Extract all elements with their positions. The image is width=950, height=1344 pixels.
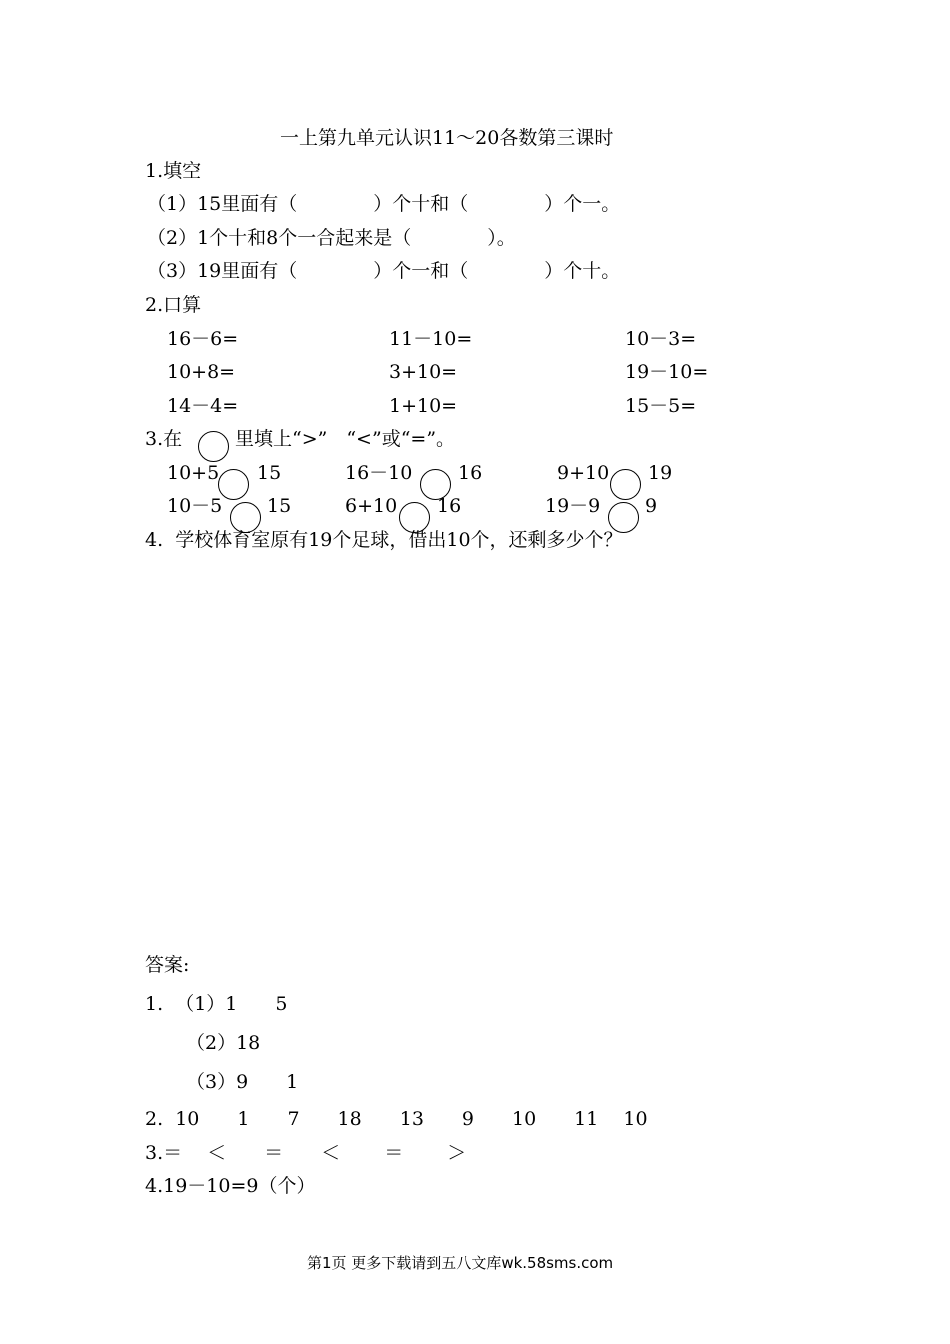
answer-4: 4.19－10=9（个） xyxy=(145,1175,316,1197)
answers-heading: 答案: xyxy=(145,954,190,976)
q2-cell-1-1: 16－6= xyxy=(167,328,239,350)
q3-r2-right-1: 15 xyxy=(267,495,292,517)
q3-r1-right-3: 19 xyxy=(648,462,673,484)
page-title: 一上第九单元认识11～20各数第三课时 xyxy=(280,127,614,149)
answer-1-line-2: （2）18 xyxy=(186,1032,261,1054)
compare-circle[interactable] xyxy=(218,469,249,500)
answer-2: 2. 10 1 7 18 13 9 10 11 10 xyxy=(145,1108,648,1130)
q3-r1-left-1: 10+5 xyxy=(167,462,220,484)
q2-heading: 2.口算 xyxy=(145,294,202,316)
q2-cell-3-3: 15－5= xyxy=(625,395,697,417)
q2-cell-1-3: 10－3= xyxy=(625,328,697,350)
q2-cell-1-2: 11－10= xyxy=(389,328,473,350)
q2-cell-2-3: 19－10= xyxy=(625,361,709,383)
q1-heading: 1.填空 xyxy=(145,160,202,182)
q2-cell-3-2: 1+10= xyxy=(389,395,458,417)
q1-item-1: （1）15里面有（ ）个十和（ ）个一。 xyxy=(147,193,621,215)
q3-r2-left-2: 6+10 xyxy=(345,495,398,517)
q3-r1-left-3: 9+10 xyxy=(557,462,610,484)
q3-r2-right-3: 9 xyxy=(645,495,658,517)
q3-r1-right-1: 15 xyxy=(257,462,282,484)
q3-heading-pre: 3.在 xyxy=(145,428,183,450)
answer-1-line-1: 1. （1）1 5 xyxy=(145,993,288,1015)
answer-1-line-3: （3）9 1 xyxy=(186,1071,299,1093)
q1-item-2: （2）1个十和8个一合起来是（ ）。 xyxy=(147,227,516,249)
q1-item-3: （3）19里面有（ ）个一和（ ）个十。 xyxy=(147,260,621,282)
q2-cell-2-1: 10+8= xyxy=(167,361,236,383)
circle-icon xyxy=(198,431,229,462)
answer-3: 3.＝ ＜ ＝ ＜ ＝ ＞ xyxy=(145,1142,467,1164)
q3-r1-left-2: 16－10 xyxy=(345,462,413,484)
page-footer: 第1页 更多下载请到五八文库wk.58sms.com xyxy=(307,1254,614,1272)
q3-r1-right-2: 16 xyxy=(458,462,483,484)
compare-circle[interactable] xyxy=(610,469,641,500)
q3-r2-left-3: 19－9 xyxy=(545,495,601,517)
q3-heading-post: 里填上“>” “<”或“=”。 xyxy=(235,428,456,450)
q3-r2-right-2: 16 xyxy=(437,495,462,517)
q2-cell-3-1: 14－4= xyxy=(167,395,239,417)
q4-text: 4. 学校体育室原有19个足球，借出10个，还剩多少个？ xyxy=(145,529,623,551)
q2-cell-2-2: 3+10= xyxy=(389,361,458,383)
q3-r2-left-1: 10－5 xyxy=(167,495,223,517)
